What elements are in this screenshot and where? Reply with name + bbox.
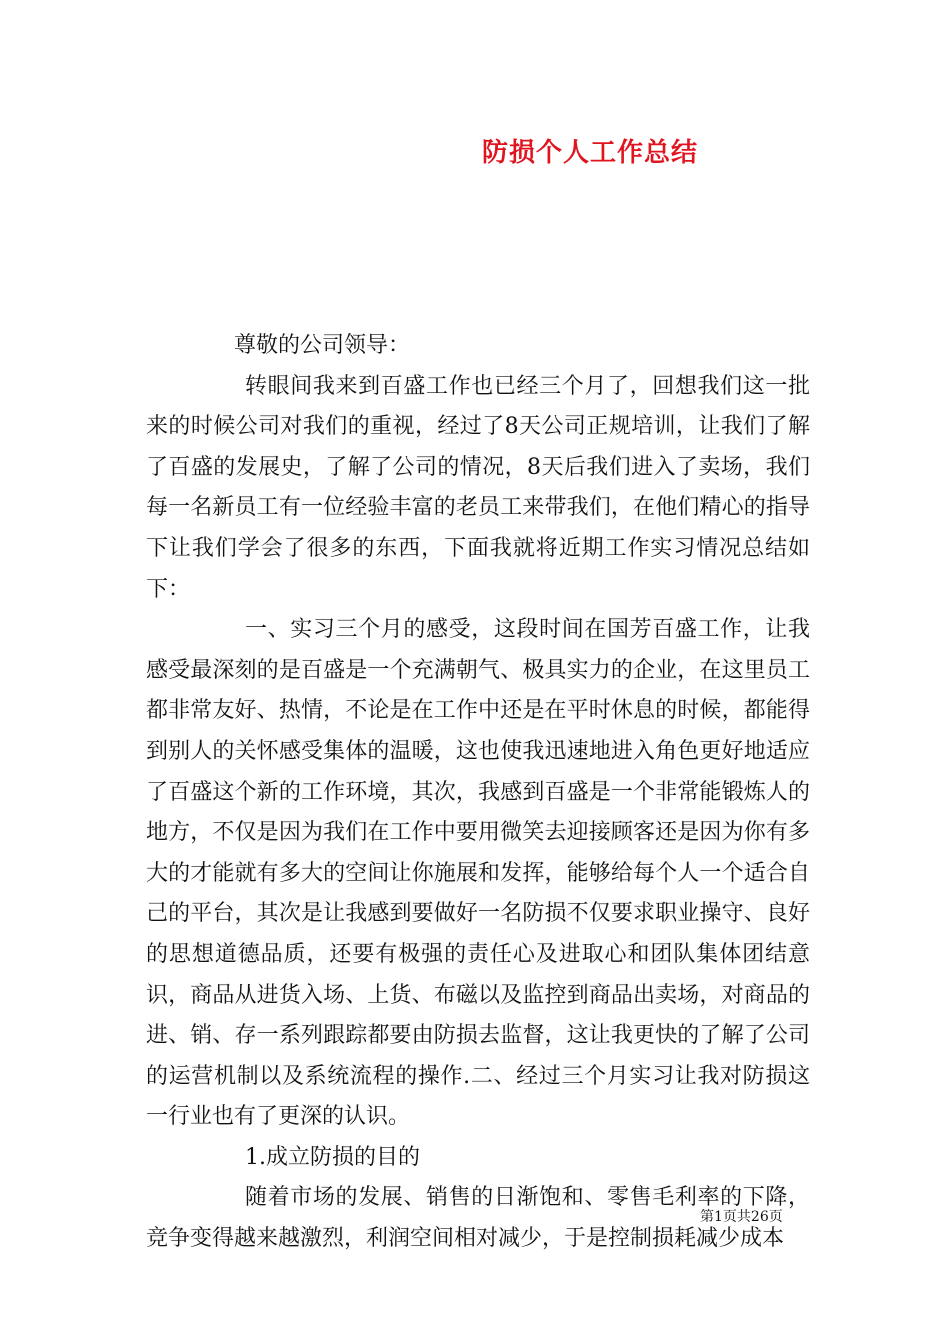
paragraph-section-one: 一、实习三个月的感受，这段时间在国芳百盛工作，让我感受最深刻的是百盛是一个充满朝气、极具实力的企业，在这里员工都非常友好、热情，不论是在工作中还是在平时休息的时候，都能得到别人的关怀感受集体的温暖，这也使我迅速地进入角色更好地适应了百盛这个新的工作环境，其次，我感到百盛是一个非常能锻炼人的地方，不仅是因为我们在工作中要用微笑去迎接顾客还是因为你有多大的才能就有多大的空间让你施展和发挥，能够给每个人一个适合自己的平台，其次是让我感到要做好一名防损不仅要求职业操守、良好的思想道德品质，还要有极强的责任心及进取心和团队集体团结意识，商品从进货入场、上货、布磁以及监控到商品出卖场，对商品的进、销、存一系列跟踪都要由防损去监督，这让我更快的了解了公司的运营机制以及系统流程的操作.二、经过三个月实习让我对防损这一行业也有了更深的认识。: [146, 617, 810, 1130]
document-title: 防损个人工作总结: [481, 138, 698, 168]
subheading-purpose: 1.成立防损的目的: [245, 1144, 420, 1170]
salutation: 尊敬的公司领导：: [234, 333, 411, 358]
paragraph-intro: 转眼间我来到百盛工作也已经三个月了，回想我们这一批来的时候公司对我们的重视，经过了8天公司正规培训，让我们了解了百盛的发展史，了解了公司的情况，8天后我们进入了卖场，我们每一名新员工有一位经验丰富的老员工来带我们，在他们精心的指导下让我们学会了很多的东西，下面我就将近期工作实习情况总结如下：: [146, 373, 810, 602]
page-number-footer: 第1页共26页: [700, 1209, 783, 1225]
document-body: [146, 326, 810, 1260]
paragraph-market: 随着市场的发展、销售的日渐饱和、零售毛利率的下降，竞争变得越来越激烈，利润空间相对减少，于是控制损耗减少成本: [146, 1185, 810, 1252]
